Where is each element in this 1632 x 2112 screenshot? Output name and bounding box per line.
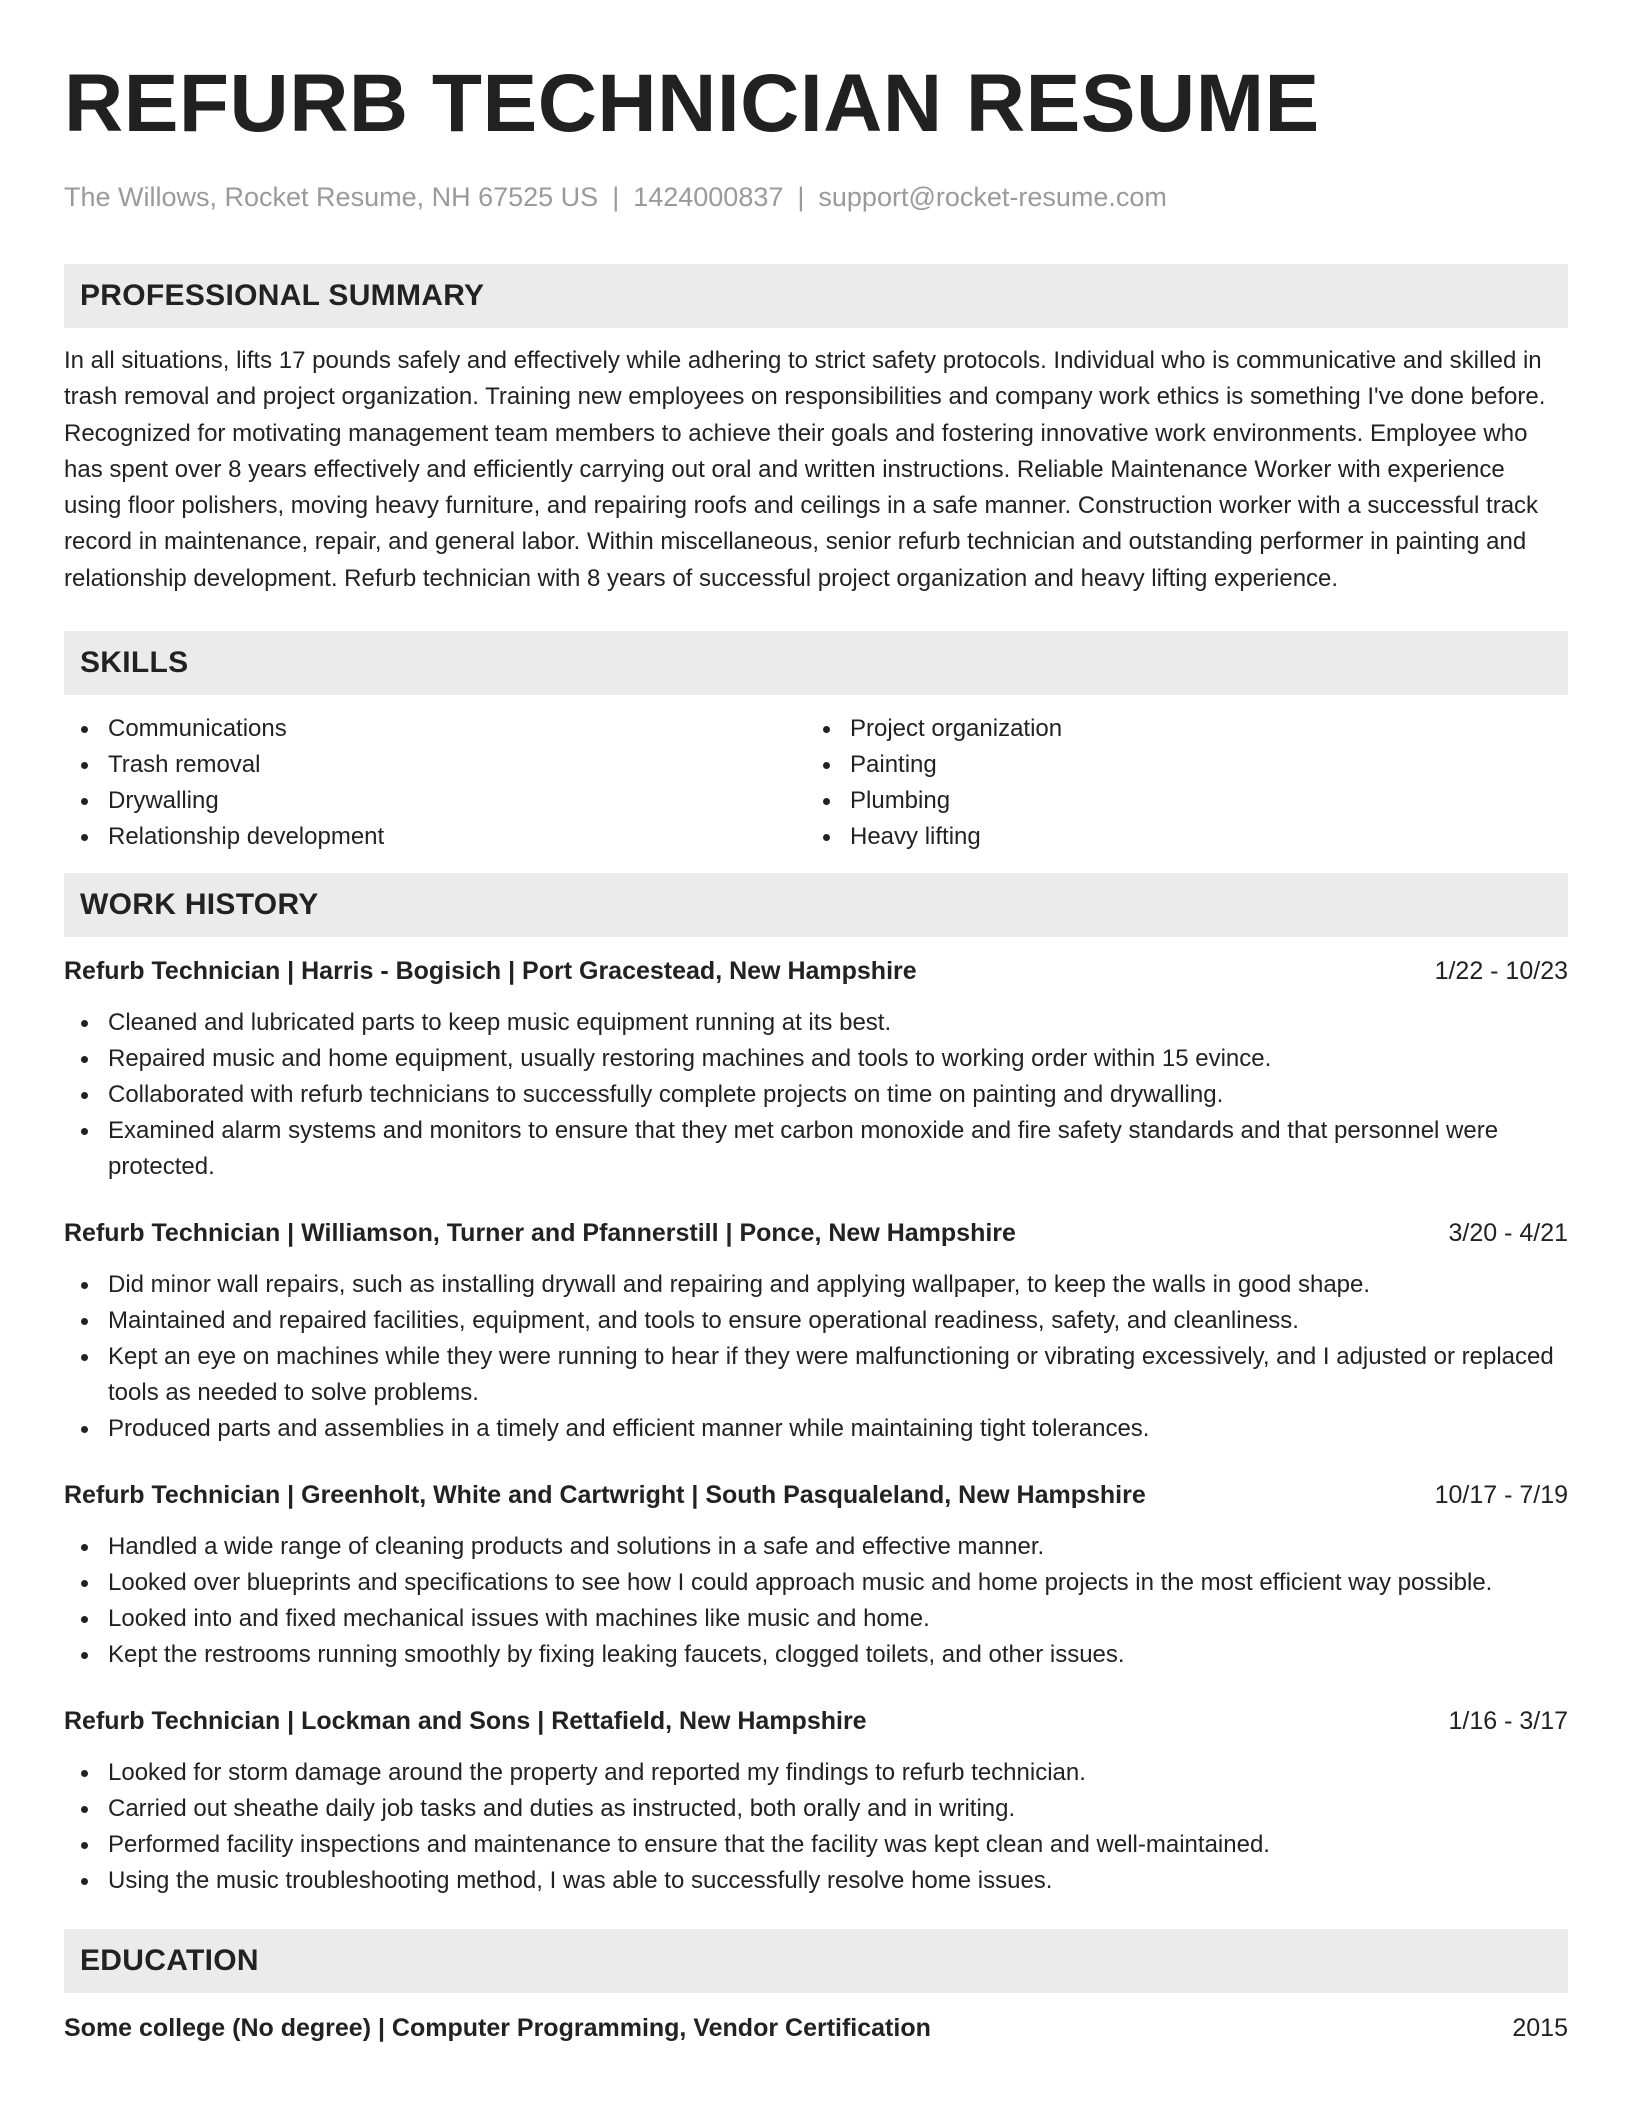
job-bullets: [64, 1005, 1568, 1185]
skill-item: Project organization: [806, 711, 1548, 747]
job-bullets: [64, 1529, 1568, 1673]
job-title: Refurb Technician | Lockman and Sons | Rettafield, New Hampshire: [64, 1707, 867, 1736]
skill-item: Communications: [64, 711, 806, 747]
education-title: Some college (No degree) | Computer Programming, Vendor Certification: [64, 2014, 931, 2043]
job-bullet: Looked over blueprints and specifications to see how I could approach music and home projects in the most efficient way possible.: [64, 1565, 1568, 1601]
job-title: Refurb Technician | Williamson, Turner and Pfannerstill | Ponce, New Hampshire: [64, 1219, 1016, 1248]
contact-line: [64, 180, 1568, 214]
job-bullet: Performed facility inspections and maintenance to ensure that the facility was kept clean and well-maintained.: [64, 1827, 1568, 1863]
resume-title: REFURB TECHNICIAN RESUME: [64, 58, 1320, 149]
skill-item: Plumbing: [806, 783, 1548, 819]
job-entry: [64, 1216, 1568, 1447]
job-bullet: Handled a wide range of cleaning products and solutions in a safe and effective manner.: [64, 1529, 1568, 1565]
job-bullet: Carried out sheathe daily job tasks and duties as instructed, both orally and in writing.: [64, 1791, 1568, 1827]
job-entry: [64, 1704, 1568, 1899]
contact-phone: 1424000837: [633, 182, 784, 212]
skill-item: Relationship development: [64, 819, 806, 855]
job-bullet: Looked into and fixed mechanical issues with machines like music and home.: [64, 1601, 1568, 1637]
job-bullet: Produced parts and assemblies in a timely and efficient manner while maintaining tight tolerances.: [64, 1411, 1568, 1447]
education-year: 2015: [1512, 2014, 1568, 2043]
job-bullet: Collaborated with refurb technicians to successfully complete projects on time on painting and drywalling.: [64, 1077, 1568, 1113]
education-entry: [64, 2011, 1568, 2045]
job-header: [64, 954, 1568, 988]
skills-column-right: [806, 711, 1548, 855]
skill-item: Painting: [806, 747, 1548, 783]
skills-list: [64, 711, 1568, 855]
job-bullets: [64, 1755, 1568, 1899]
job-header: [64, 1478, 1568, 1512]
job-bullet: Repaired music and home equipment, usually restoring machines and tools to working order within 15 evince.: [64, 1041, 1568, 1077]
contact-separator: |: [797, 182, 805, 212]
section-heading-education: EDUCATION: [64, 1929, 1568, 1993]
section-heading-work-history: WORK HISTORY: [64, 873, 1568, 937]
skill-item: Heavy lifting: [806, 819, 1548, 855]
job-bullet: Using the music troubleshooting method, I was able to successfully resolve home issues.: [64, 1863, 1568, 1899]
skill-item: Trash removal: [64, 747, 806, 783]
job-bullet: Maintained and repaired facilities, equipment, and tools to ensure operational readiness, safety, and cleanliness.: [64, 1303, 1568, 1339]
job-entry: [64, 954, 1568, 1185]
section-heading-summary: PROFESSIONAL SUMMARY: [64, 264, 1568, 328]
job-header: [64, 1216, 1568, 1250]
contact-separator: |: [612, 182, 620, 212]
skills-column-left: [64, 711, 806, 855]
job-bullet: Examined alarm systems and monitors to ensure that they met carbon monoxide and fire safety standards and that personnel were protected.: [64, 1113, 1568, 1185]
job-entry: [64, 1478, 1568, 1673]
job-title: Refurb Technician | Greenholt, White and Cartwright | South Pasqualeland, New Hampshire: [64, 1481, 1146, 1510]
job-dates: 1/22 - 10/23: [1434, 957, 1568, 986]
job-dates: 3/20 - 4/21: [1448, 1219, 1568, 1248]
summary-text: In all situations, lifts 17 pounds safely and effectively while adhering to strict safety protocols. Individual who is communicative and skilled in trash removal and project organization. Training new employees on responsibilities and company work ethics is something I've done before. Recognized for motivating management team members to achieve their goals and fostering innovative work environments. Employee who has spent over 8 years effectively and efficiently carrying out oral and written instructions. Reliable Maintenance Worker with experience using floor polishers, moving heavy furniture, and repairing roofs and ceilings in a safe manner. Construction worker with a successful track record in maintenance, repair, and general labor. Within miscellaneous, senior refurb technician and outstanding performer in painting and relationship development. Refurb technician with 8 years of successful project organization and heavy lifting experience.: [64, 347, 1546, 592]
job-dates: 1/16 - 3/17: [1448, 1707, 1568, 1736]
job-bullet: Cleaned and lubricated parts to keep music equipment running at its best.: [64, 1005, 1568, 1041]
job-bullet: Looked for storm damage around the property and reported my findings to refurb technician.: [64, 1755, 1568, 1791]
job-bullet: Kept an eye on machines while they were running to hear if they were malfunctioning or vibrating excessively, and I adjusted or replaced tools as needed to solve problems.: [64, 1339, 1568, 1411]
job-bullet: Did minor wall repairs, such as installing drywall and repairing and applying wallpaper, to keep the walls in good shape.: [64, 1267, 1568, 1303]
job-dates: 10/17 - 7/19: [1434, 1481, 1568, 1510]
job-bullet: Kept the restrooms running smoothly by fixing leaking faucets, clogged toilets, and other issues.: [64, 1637, 1568, 1673]
skill-item: Drywalling: [64, 783, 806, 819]
contact-email: support@rocket-resume.com: [818, 182, 1167, 212]
contact-address: The Willows, Rocket Resume, NH 67525 US: [64, 182, 599, 212]
job-header: [64, 1704, 1568, 1738]
section-heading-skills: SKILLS: [64, 631, 1568, 695]
job-bullets: [64, 1267, 1568, 1447]
job-title: Refurb Technician | Harris - Bogisich | Port Gracestead, New Hampshire: [64, 957, 917, 986]
